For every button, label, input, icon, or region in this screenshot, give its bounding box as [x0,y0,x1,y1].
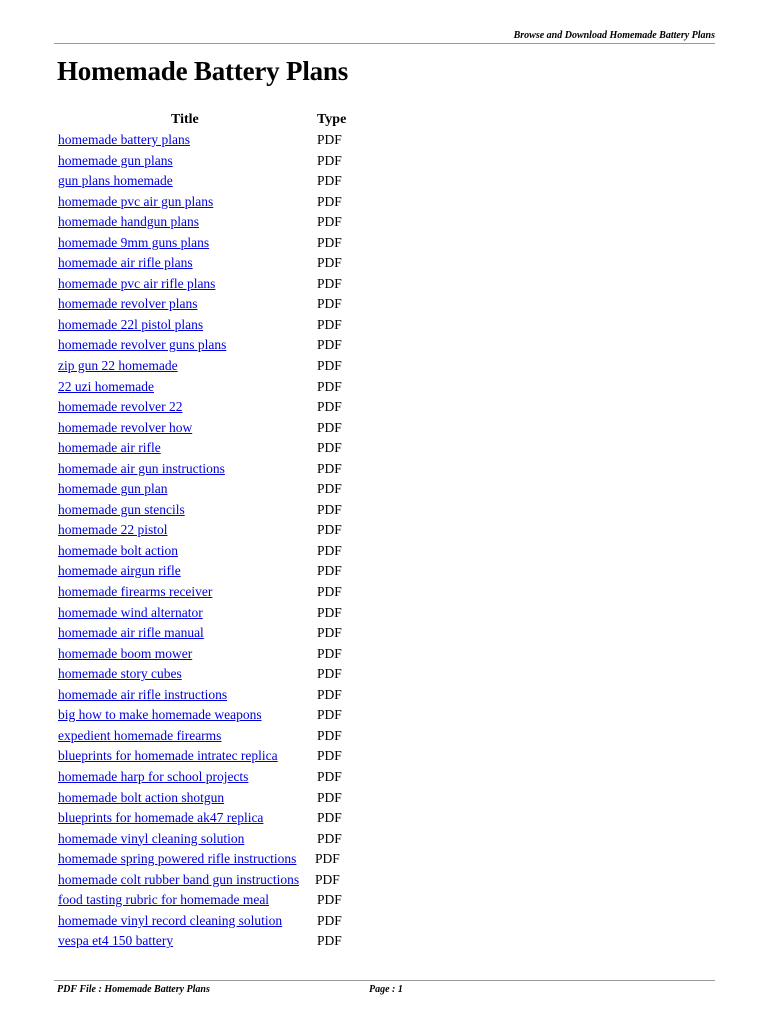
table-row [0,377,770,398]
document-link[interactable]: homemade story cubes [58,666,182,682]
table-row [0,623,770,644]
document-link[interactable]: blueprints for homemade intratec replica [58,748,278,764]
table-row [0,746,770,767]
document-type: PDF [317,645,342,661]
document-link[interactable]: 22 uzi homemade [58,378,154,394]
document-type: PDF [317,707,342,723]
document-link[interactable]: homemade gun plans [58,152,173,168]
document-list [0,130,770,952]
document-link[interactable]: gun plans homemade [58,173,173,189]
table-row [0,335,770,356]
document-link[interactable]: homemade air rifle manual [58,625,204,641]
document-link[interactable]: homemade air rifle plans [58,255,193,271]
document-link[interactable]: homemade air rifle instructions [58,686,228,702]
document-type: PDF [317,892,342,908]
document-type: PDF [317,686,342,702]
document-link[interactable]: homemade vinyl record cleaning solution [58,912,283,928]
table-row [0,356,770,377]
header-note: Browse and Download Homemade Battery Plans [513,30,715,41]
table-row [0,479,770,500]
document-link[interactable]: homemade pvc air gun plans [58,193,214,209]
document-type: PDF [317,542,342,558]
document-type: PDF [317,316,342,332]
document-type: PDF [317,234,342,250]
document-type: PDF [317,768,342,784]
document-type: PDF [317,522,342,538]
document-type: PDF [315,871,340,887]
document-type: PDF [317,460,342,476]
table-row [0,726,770,747]
document-type: PDF [317,933,342,949]
document-type: PDF [317,255,342,271]
document-type: PDF [317,296,342,312]
document-link[interactable]: homemade gun stencils [58,501,185,517]
page-title: Homemade Battery Plans [57,56,349,86]
document-type: PDF [317,275,342,291]
header-divider [54,43,715,44]
table-row [0,294,770,315]
table-row [0,274,770,295]
document-type: PDF [317,563,342,579]
document-type: PDF [317,830,342,846]
document-type: PDF [317,193,342,209]
document-type: PDF [317,152,342,168]
table-row [0,849,770,870]
document-link[interactable]: homemade harp for school projects [58,768,249,784]
document-type: PDF [317,173,342,189]
document-type: PDF [317,378,342,394]
document-link[interactable]: homemade wind alternator [58,604,203,620]
document-type: PDF [317,132,342,147]
table-row [0,315,770,336]
document-type: PDF [317,399,342,415]
document-link[interactable]: homemade 22l pistol plans [58,316,204,332]
document-link[interactable]: homemade air gun instructions [58,460,225,476]
document-link[interactable]: homemade battery plans [58,132,190,147]
document-type: PDF [317,727,342,743]
document-type: PDF [315,851,340,867]
document-link[interactable]: homemade revolver how [58,419,193,435]
document-type: PDF [317,625,342,641]
document-link[interactable]: homemade revolver guns plans [58,337,227,353]
table-row [0,171,770,192]
column-header-type: Type [317,112,347,127]
document-link[interactable]: homemade firearms receiver [58,584,213,600]
table-row [0,418,770,439]
document-type: PDF [317,912,342,928]
document-type: PDF [317,419,342,435]
document-link[interactable]: blueprints for homemade ak47 replica [58,810,264,826]
table-row [0,561,770,582]
table-row [0,520,770,541]
table-row [0,788,770,809]
footer-file-label: PDF File : Homemade Battery Plans [57,984,210,995]
document-link[interactable]: homemade pvc air rifle plans [58,275,216,291]
document-link[interactable]: homemade gun plan [58,481,168,497]
document-type: PDF [317,748,342,764]
table-row [0,130,770,151]
document-type: PDF [317,584,342,600]
document-link[interactable]: food tasting rubric for homemade meal [58,892,270,908]
document-type: PDF [317,501,342,517]
document-link[interactable]: homemade bolt action shotgun [58,789,225,805]
table-row [0,829,770,850]
table-row [0,603,770,624]
table-row [0,890,770,911]
table-row [0,644,770,665]
document-link[interactable]: homemade bolt action [58,542,178,558]
document-link[interactable]: homemade air rifle [58,440,161,456]
document-link[interactable]: homemade handgun plans [58,214,199,230]
table-row [0,233,770,254]
table-row [0,767,770,788]
table-row [0,582,770,603]
column-header-title: Title [171,112,199,127]
table-row [0,438,770,459]
table-row [0,808,770,829]
table-row [0,931,770,952]
table-row [0,685,770,706]
document-link[interactable]: homemade 9mm guns plans [58,234,210,250]
table-row [0,911,770,932]
table-row [0,253,770,274]
document-link[interactable]: homemade spring powered rifle instructions [58,851,297,867]
document-link[interactable]: homemade vinyl cleaning solution [58,830,245,846]
table-row [0,192,770,213]
document-type: PDF [317,666,342,682]
document-type: PDF [317,789,342,805]
document-type: PDF [317,440,342,456]
table-row [0,397,770,418]
document-link[interactable]: vespa et4 150 battery [58,933,174,949]
document-link[interactable]: big how to make homemade weapons [58,707,262,723]
table-row [0,459,770,480]
document-link[interactable]: zip gun 22 homemade [58,358,178,374]
table-row [0,500,770,521]
table-row [0,870,770,891]
table-row [0,541,770,562]
document-type: PDF [317,604,342,620]
table-row [0,664,770,685]
document-link[interactable]: homemade 22 pistol [58,522,168,538]
table-row [0,151,770,172]
page-number: Page : 1 [369,984,403,995]
document-link[interactable]: homemade revolver plans [58,296,198,312]
document-type: PDF [317,214,342,230]
document-link[interactable]: homemade airgun rifle [58,563,181,579]
document-link[interactable]: expedient homemade firearms [58,727,222,743]
document-type: PDF [317,481,342,497]
document-link[interactable]: homemade revolver 22 [58,399,183,415]
document-link[interactable]: homemade colt rubber band gun instructions [58,871,300,887]
table-row [0,212,770,233]
document-link[interactable]: homemade boom mower [58,645,193,661]
table-row [0,705,770,726]
document-type: PDF [317,810,342,826]
document-type: PDF [317,358,342,374]
document-type: PDF [317,337,342,353]
footer-divider [54,980,715,981]
